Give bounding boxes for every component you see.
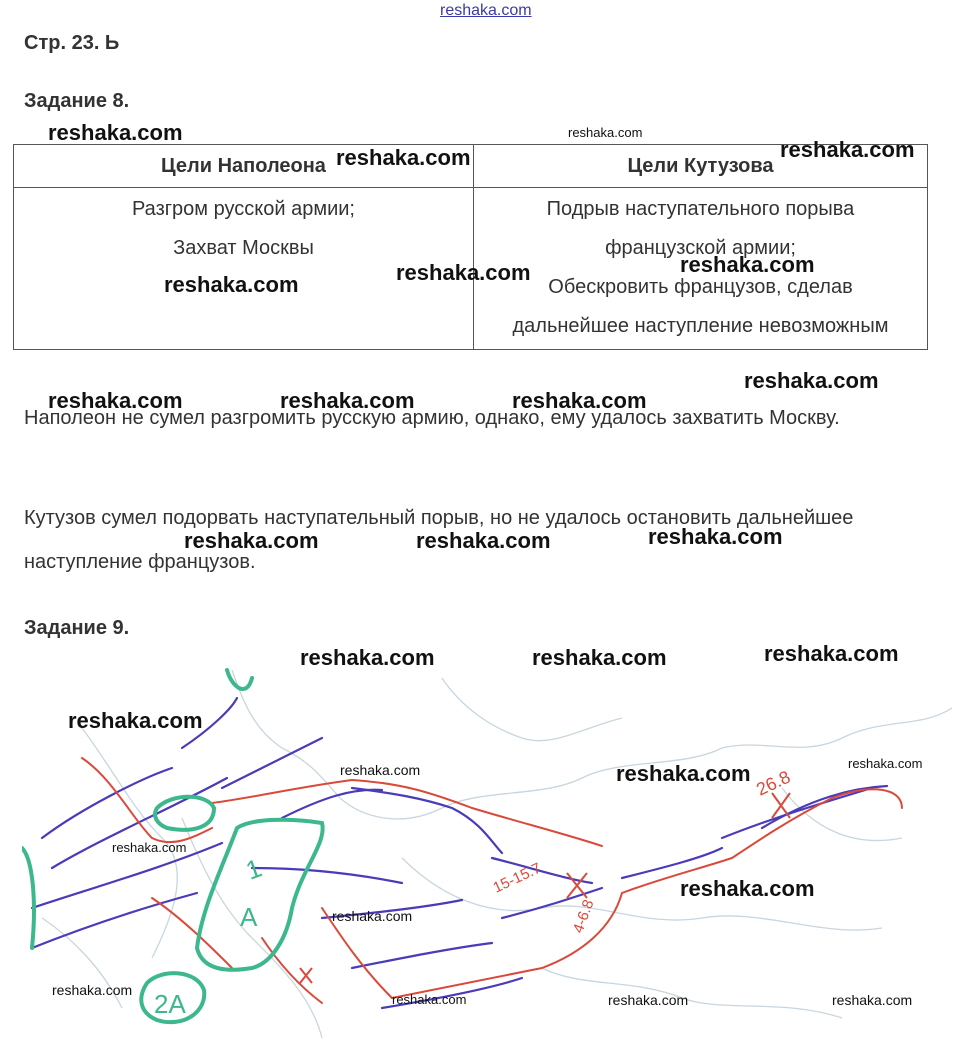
napoleon-goal-1: Разгром русской армии;: [132, 198, 355, 220]
watermark: reshaka.com: [68, 708, 203, 733]
watermark: reshaka.com: [680, 876, 815, 901]
watermark: reshaka.com: [744, 368, 879, 393]
kutuzov-goal-4: дальнейшее наступление невозможным: [512, 315, 889, 337]
army1b-label: А: [240, 902, 258, 932]
watermark: reshaka.com: [48, 120, 183, 145]
watermark: reshaka.com: [648, 524, 783, 549]
watermark: reshaka.com: [48, 388, 183, 413]
watermark: reshaka.com: [300, 645, 435, 670]
watermark: reshaka.com: [416, 528, 551, 553]
watermark: reshaka.com: [184, 528, 319, 553]
date3-label: 26.8: [753, 766, 794, 800]
watermark: reshaka.com: [512, 388, 647, 413]
kutuzov-goal-3: Обескровить французов, сделав: [548, 276, 853, 298]
date1-label: 15-15.7: [490, 859, 544, 897]
task9-heading: Задание 9.: [24, 617, 130, 639]
watermark: reshaka.com: [340, 762, 421, 778]
watermark: reshaka.com: [52, 982, 133, 998]
watermark: reshaka.com: [780, 137, 915, 162]
watermark: reshaka.com: [332, 908, 413, 924]
kutuzov-goal-1: Подрыв наступательного порыва: [546, 198, 855, 220]
napoleon-goal-2: Захват Москвы: [173, 237, 314, 259]
site-link[interactable]: reshaka.com: [440, 2, 532, 19]
watermark: reshaka.com: [832, 992, 913, 1008]
watermark: reshaka.com: [336, 145, 471, 170]
page-header: Стр. 23. Ь: [24, 32, 120, 54]
watermark: reshaka.com: [396, 260, 531, 285]
army2-label: 2А: [154, 989, 186, 1019]
paragraph-kutuzov: Кутузов сумел подорвать наступательный порыв, но не удалось остановить дальнейшее наступление французов.: [24, 507, 854, 573]
army1-label: 1: [241, 852, 266, 886]
watermark: reshaka.com: [848, 756, 923, 771]
watermark: reshaka.com: [280, 388, 415, 413]
task8-heading: Задание 8.: [24, 90, 130, 112]
watermark: reshaka.com: [532, 645, 667, 670]
kutuzov-goal-2: французской армии;: [605, 237, 796, 259]
watermark: reshaka.com: [616, 761, 751, 786]
watermark: reshaka.com: [392, 992, 467, 1007]
watermark: reshaka.com: [112, 840, 187, 855]
watermark: reshaka.com: [680, 252, 815, 277]
watermark: reshaka.com: [608, 992, 689, 1008]
watermark: reshaka.com: [568, 125, 643, 140]
napoleon-goals-header: Цели Наполеона: [14, 145, 474, 188]
goals-table: [13, 144, 928, 350]
paragraph-napoleon: Наполеон не сумел разгромить русскую армию, однако, ему удалось захватить Москву.: [24, 407, 840, 429]
date2-label: 4-6.8: [569, 897, 598, 936]
kutuzov-goals-header: Цели Кутузова: [474, 145, 928, 188]
watermark: reshaka.com: [764, 641, 899, 666]
watermark: reshaka.com: [164, 272, 299, 297]
